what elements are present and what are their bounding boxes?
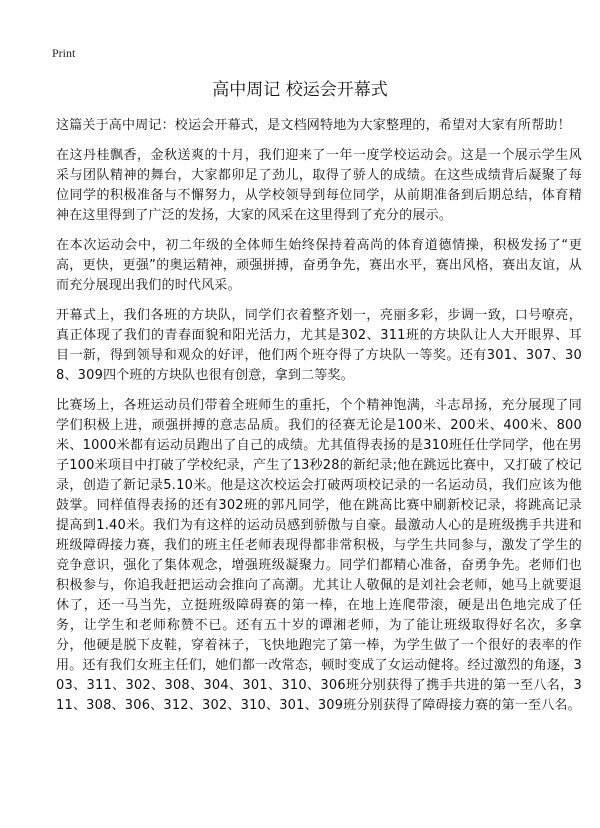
page-title: 高中周记 校运会开幕式 bbox=[212, 80, 388, 100]
paragraph-1: 在这丹桂飘香，金秋送爽的十月，我们迎来了一年一度学校运动会。这是一个展示学生风采与团队精神的舞台，大家都卯足了劲儿，取得了骄人的成绩。在这些成绩背后凝聚了每位同学的积极准备与不懈努力，从学校领导到每位同学，从前期准备到后期总结，体育精神在这里得到了广泛的发扬，大家的风采在这里得到了充分的展示。 bbox=[56, 148, 582, 223]
paragraph-3: 开幕式上，我们各班的方块队，同学们衣着整齐划一，亮丽多彩，步调一致，口号嘹亮，真正体现了我们的青春面貌和阳光活力，尤其是302、311班的方块队让人大开眼界、耳目一新，得到领导和观众的好评，他们两个班夺得了方块队一等奖。还有301、307、308、309四个班的方块队也很有创意，拿到二等奖。 bbox=[56, 308, 582, 383]
article-body bbox=[56, 116, 582, 726]
paragraph-intro: 这篇关于高中周记：校运会开幕式，是文档网特地为大家整理的，希望对大家有所帮助！ bbox=[56, 118, 571, 133]
paragraph-2: 在本次运动会中，初二年级的全体师生始终保持着高尚的体育道德情操，积极发扬了“更高，更快，更强”的奥运精神，顽强拼搏，奋勇争先，赛出水平，赛出风格，赛出友谊，从而充分展现出我们的时代风采。 bbox=[56, 238, 582, 293]
paragraph-4: 比赛场上，各班运动员们带着全班师生的重托，个个精神饱满，斗志昂扬，充分展现了同学们积极上进，顽强拼搏的意志品质。我们的径赛无论是100米、200米、400米、800米、1000米都有运动员跑出了自己的成绩。尤其值得表扬的是310班任仕学同学，他在男子100米项目中打破了学校纪录，产生了13秒28的新纪录;他在跳远比赛中，又打破了校记录，创造了新记录5.10米。他是这次校运会打破两项校记录的一名运动员，我们应该为他鼓掌。同样值得表扬的还有302班的郭凡同学，他在跳高比赛中刷新校记录，将跳高记录提高到1.40米。我们为有这样的运动员感到骄傲与自豪。最激动人心的是班级携手共进和班级障碍接力赛，我们的班主任老师表现得都非常积极，与学生共同参与，激发了学生的竞争意识，强化了集体观念，增强班级凝聚力。同学们都精心准备，奋勇争先。老师们也积极参与，你追我赶把运动会推向了高潮。尤其让人敬佩的是刘社会老师，她马上就要退休了，还一马当先，立挺班级障碍赛的第一棒，在地上连爬带滚，硬是出色地完成了任务，让学生和老师称赞不已。还有五十岁的谭湘老师，为了能让班级取得好名次，多拿分，他硬是脱下皮鞋，穿着袜子，飞快地跑完了第一棒，为学生做了一个很好的表率的作用。还有我们女班主任们，她们都一改常态，顿时变成了女运动健将。经过激烈的角逐，303、311、302、308、304、301、310、306班分别获得了携手共进的第一至八名，311、308、306、312、302、310、301、309班分别获得了障碍接力赛的第一至八名。 bbox=[56, 398, 582, 713]
print-link[interactable]: Print bbox=[52, 46, 76, 60]
